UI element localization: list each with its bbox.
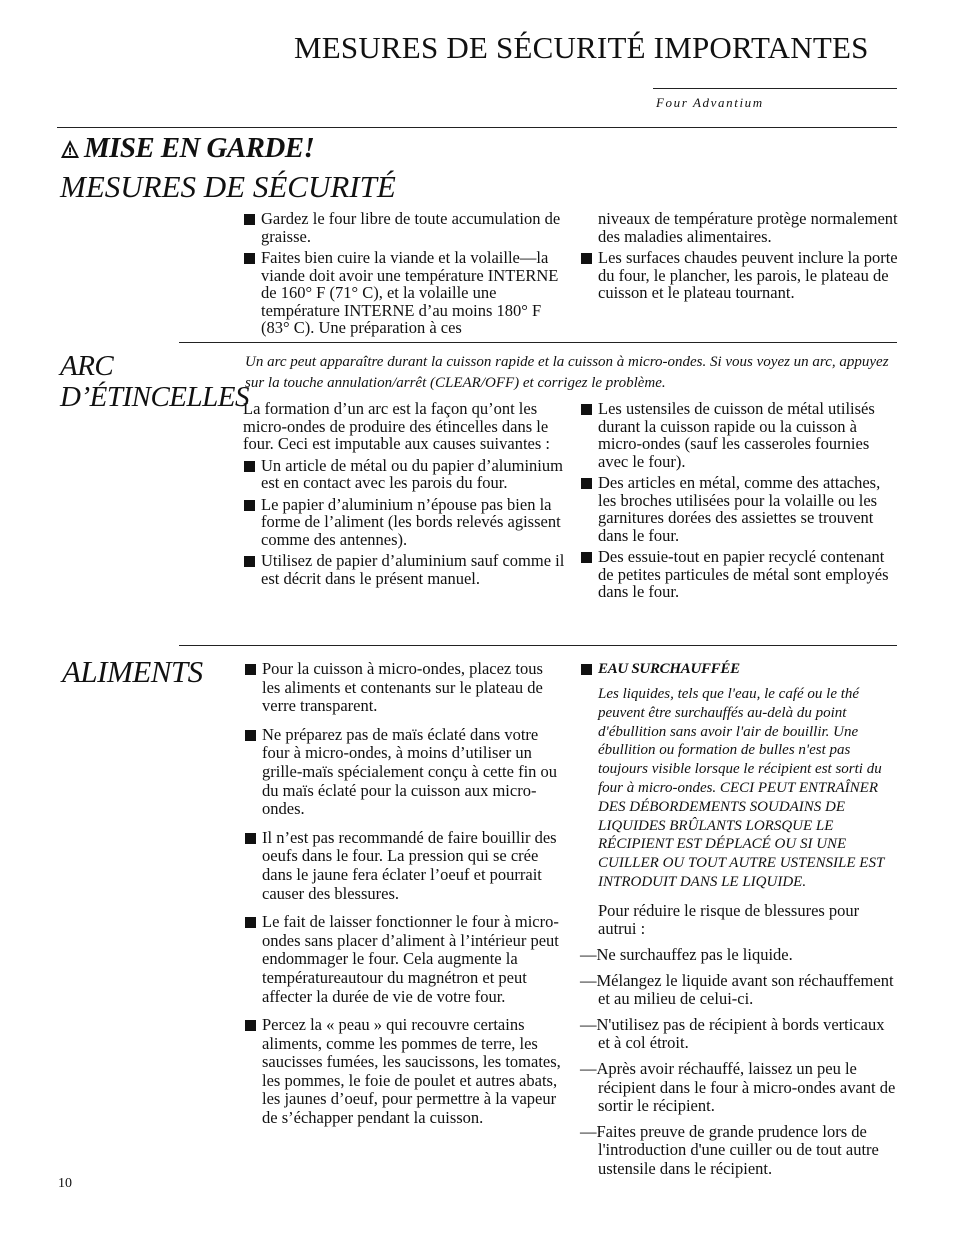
list-item: —Mélangez le liquide avant son réchauffement et au milieu de celui-ci. xyxy=(580,970,894,1009)
safety-right-column xyxy=(580,210,898,302)
list-item: Des articles en métal, comme des attaches, les broches utilisées pour la volaille ou les garnitures dorées des assiettes se trouvent dans le four. xyxy=(580,474,898,544)
list-item: —Faites preuve de grande prudence lors de l'introduction d'une cuiller ou de tout autre ustensile dans le récipient. xyxy=(580,1121,879,1178)
section-title-arc xyxy=(60,351,249,413)
list-item: Il n’est pas recommandé de faire bouillir des oeufs dans le four. La pression qui se crée dans le jaune fera éclater l’oeuf et pourrait causer des blessures. xyxy=(244,829,564,903)
arc-paragraph: La formation d’un arc est la façon qu’ont les micro-ondes de produire des étincelles dans le four. Ceci est imputable aux causes suivantes : xyxy=(243,399,551,453)
page-title: MESURES DE SÉCURITÉ IMPORTANTES xyxy=(294,30,869,65)
warning-triangle-icon xyxy=(60,134,80,167)
header-rule-long xyxy=(57,127,897,128)
list-item: Le fait de laisser fonctionner le four à micro-ondes sans placer d’aliment à l’intérieur peut endommager le four. Cela augmente la températureautour du magnétron et peut affecter la durée de vie de votre four. xyxy=(244,913,564,1006)
warning-heading xyxy=(60,132,314,167)
page-number: 10 xyxy=(58,1176,72,1191)
list-item: Les ustensiles de cuisson de métal utilisés durant la cuisson rapide ou la cuisson à micro-ondes (sauf les casseroles fournies avec le four). xyxy=(580,400,898,470)
warning-label: MISE EN GARDE! xyxy=(84,132,315,164)
section-title-line: ARC xyxy=(60,350,114,382)
header-rule-short xyxy=(653,88,897,89)
list-item: —N'utilisez pas de récipient à bords verticaux et à col étroit. xyxy=(580,1014,885,1053)
continued-text: niveaux de température protège normalement des maladies alimentaires. xyxy=(598,209,898,246)
list-item: —Après avoir réchauffé, laissez un peu le récipient dans le four à micro-ondes avant de sortir le récipient. xyxy=(580,1058,896,1116)
list-item: Les surfaces chaudes peuvent inclure la porte du four, le plancher, les parois, le plateau de cuisson et le plateau tournant. xyxy=(580,249,898,302)
section-rule-food xyxy=(179,645,897,646)
section-title-line: D’ÉTINCELLES xyxy=(60,381,249,413)
section-rule-arc xyxy=(179,342,897,343)
list-item: Pour la cuisson à micro-ondes, placez tous les aliments et contenants sur le plateau de verre transparent. xyxy=(244,660,564,716)
list-item: Le papier d’aluminium n’épouse pas bien la forme de l’aliment (les bords relevés agissent comme des antennes). xyxy=(243,496,568,549)
list-item: Utilisez de papier d’aluminium sauf comme il est décrit dans le présent manuel. xyxy=(243,552,568,587)
reduce-risk-text: Pour réduire le risque de blessures pour autrui : xyxy=(598,900,860,939)
water-warning-text: Les liquides, tels que l'eau, le café ou le thé peuvent être surchauffés au-delà du point d'ébullition sans avoir l'air de bouillir. Une ébullition ou formation de bulles n'est pas toujours visible lorsque le récipient est sorti du four à micro-ondes. CECI PEUT ENTRAÎNER DES DÉBORDEMENTS SOUDAINS DE LIQUIDES BRÛLANTS LORSQUE LE RÉCIPIENT EST DÉPLACÉ OU SI UNE CUILLER OU TOUT AUTRE USTENSILE EST INTRODUIT DANS LE LIQUIDE. xyxy=(598,686,885,890)
arc-left-column xyxy=(243,400,568,587)
water-heading: EAU SURCHAUFFÉE xyxy=(580,660,898,678)
list-item: Faites bien cuire la viande et la volaille—la viande doit avoir une température INTERNE de 160° F (71° C), et la volaille une température INTERNE d’au moins 180° F (83° C). Une préparation à ces xyxy=(243,249,561,337)
food-right-column xyxy=(580,660,898,1178)
warning-subtitle: MESURES DE SÉCURITÉ xyxy=(60,169,396,204)
list-item: Percez la « peau » qui recouvre certains aliments, comme les pommes de terre, les saucisses fumées, les saucissons, les tomates, les pommes, le foie de poulet et autres abats, les jaunes d’oeuf, pour permettre à la vapeur de s’échapper pendant la cuisson. xyxy=(244,1016,564,1128)
section-title-food: ALIMENTS xyxy=(62,654,203,689)
arc-intro: Un arc peut apparaître durant la cuisson rapide et la cuisson à micro-ondes. Si vous voyez un arc, appuyez sur la touche annulation/arrêt (CLEAR/OFF) et corrigez le problème. xyxy=(245,354,889,391)
food-left-column xyxy=(244,660,564,1128)
list-item: Ne préparez pas de maïs éclaté dans votre four à micro-ondes, à moins d’utiliser un grille-maïs spécialement conçu à cette fin ou du maïs éclaté pour la cuisson aux micro-ondes. xyxy=(244,726,564,819)
safety-left-column xyxy=(243,210,561,337)
list-item: —Ne surchauffez pas le liquide. xyxy=(580,944,793,964)
arc-right-column xyxy=(580,400,898,601)
list-item: Des essuie-tout en papier recyclé contenant de petites particules de métal sont employés dans le four. xyxy=(580,548,898,601)
list-item: Un article de métal ou du papier d’aluminium est en contact avec les parois du four. xyxy=(243,457,568,492)
product-name: Four Advantium xyxy=(656,95,764,110)
list-item: Gardez le four libre de toute accumulation de graisse. xyxy=(243,210,561,245)
